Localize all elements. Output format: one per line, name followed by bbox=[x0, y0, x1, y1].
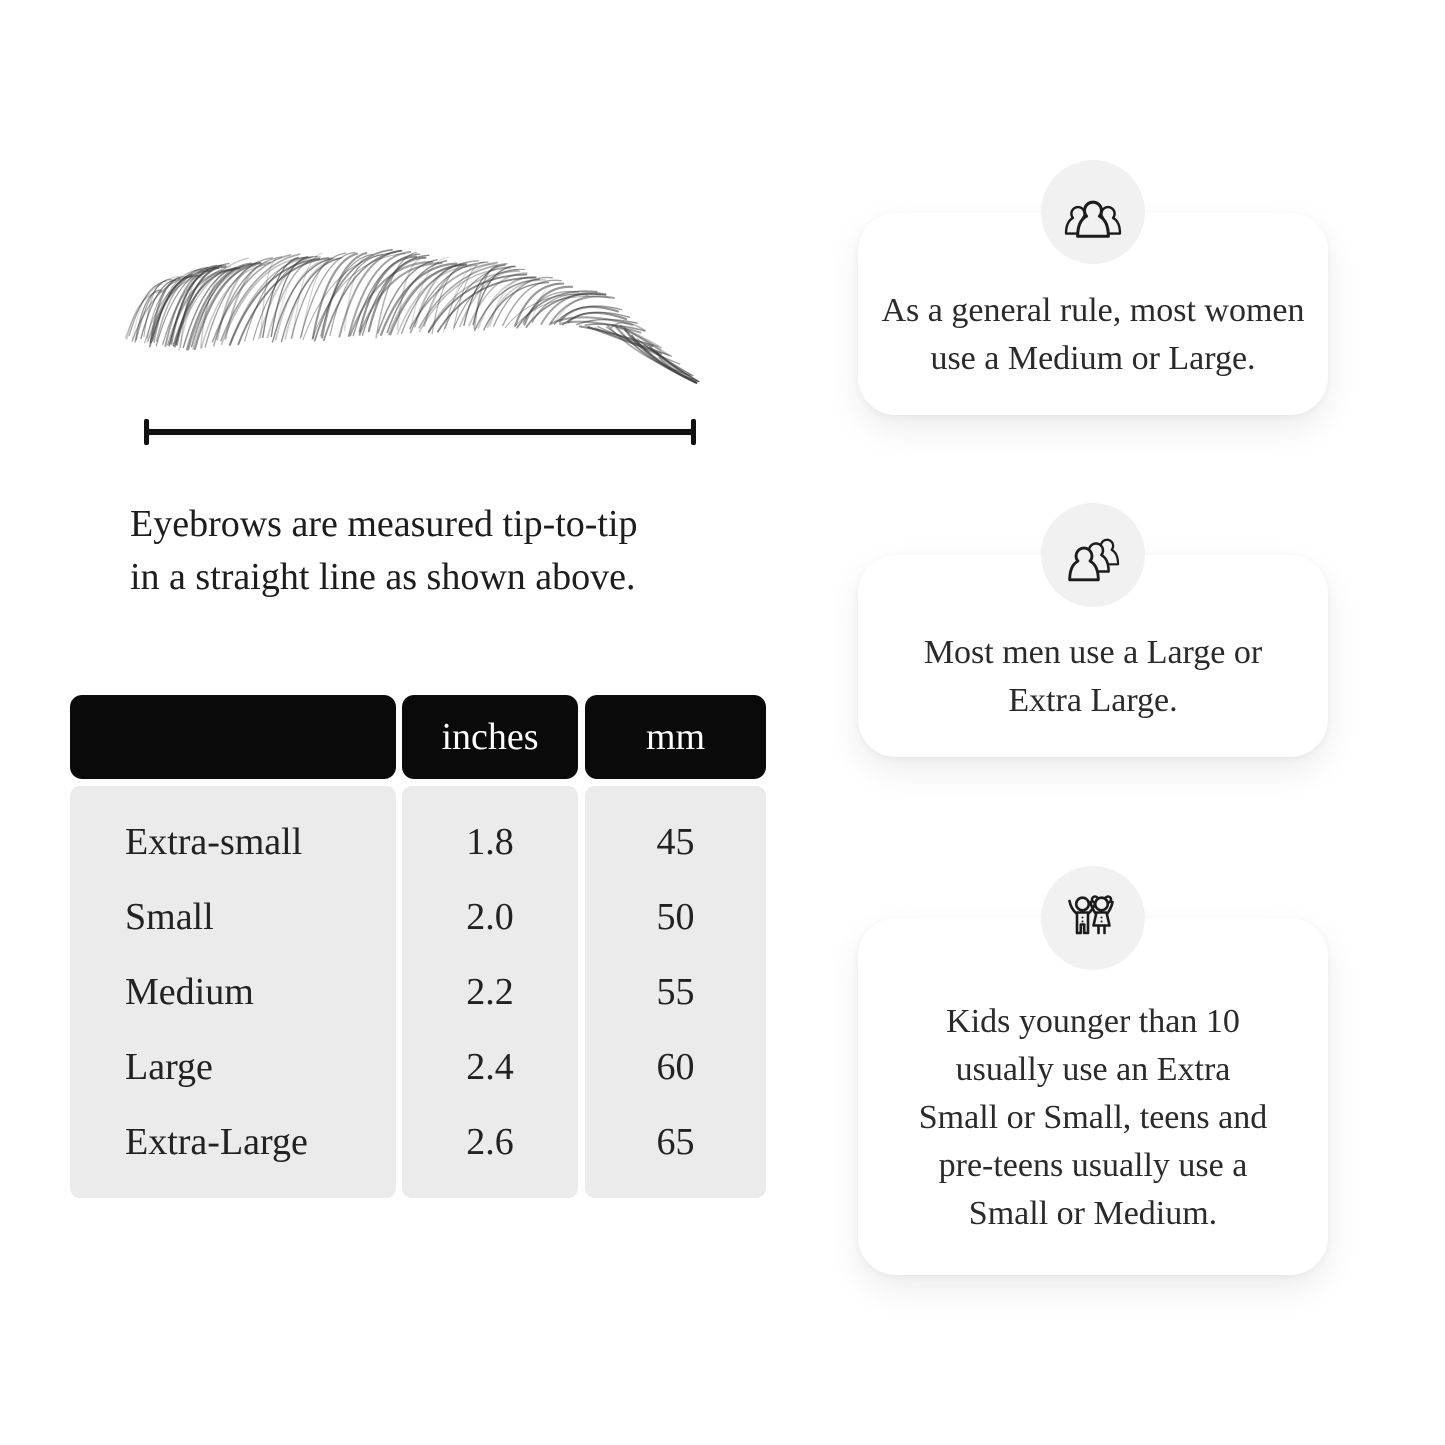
measurement-tick-left bbox=[144, 419, 149, 445]
measurement-tick-right bbox=[691, 419, 696, 445]
mm-value-extra-large: 65 bbox=[656, 1121, 695, 1164]
women-group-icon bbox=[1058, 177, 1128, 247]
size-table-column-inches bbox=[402, 695, 578, 1198]
figure-caption-line-2: in a straight line as shown above. bbox=[130, 556, 636, 598]
measurement-line bbox=[146, 429, 694, 435]
card-kids-line-5: Small or Medium. bbox=[968, 1194, 1218, 1232]
mm-value-extra-small: 45 bbox=[656, 820, 695, 863]
card-kids-icon-badge bbox=[1041, 866, 1145, 970]
card-men-line-1: Most men use a Large or bbox=[923, 634, 1263, 671]
mm-value-large: 60 bbox=[656, 1046, 695, 1089]
size-table-header-inches: inches bbox=[402, 695, 578, 779]
inches-value-medium: 2.2 bbox=[466, 971, 514, 1013]
size-table-body-inches bbox=[402, 786, 578, 1198]
card-kids-line-3: Small or Small, teens and bbox=[918, 1098, 1268, 1136]
size-table-body-mm bbox=[585, 786, 766, 1198]
figure-caption-line-1: Eyebrows are measured tip-to-tip bbox=[130, 503, 638, 545]
size-label-extra-large: Extra-Large bbox=[125, 1121, 308, 1164]
card-women-line-2: use a Medium or Large. bbox=[930, 340, 1256, 377]
mm-value-small: 50 bbox=[656, 895, 695, 938]
card-kids bbox=[858, 918, 1328, 1275]
size-label-small: Small bbox=[125, 895, 214, 938]
inches-value-small: 2.0 bbox=[466, 895, 514, 938]
kids-icon bbox=[1058, 883, 1128, 953]
inches-value-extra-large: 2.6 bbox=[466, 1121, 514, 1164]
size-label-large: Large bbox=[125, 1046, 213, 1089]
size-table-header-blank bbox=[70, 695, 396, 779]
size-label-medium: Medium bbox=[125, 971, 254, 1013]
card-men-icon-badge bbox=[1041, 503, 1145, 607]
card-women-line-1: As a general rule, most women bbox=[881, 292, 1305, 329]
figure-caption bbox=[130, 498, 750, 604]
size-table-header-mm: mm bbox=[585, 695, 766, 779]
size-table-column-mm bbox=[585, 695, 766, 1198]
inches-value-extra-small: 1.8 bbox=[466, 820, 514, 863]
card-kids-line-4: pre-teens usually use a bbox=[938, 1146, 1248, 1184]
card-kids-line-2: usually use an Extra bbox=[955, 1050, 1231, 1088]
card-women-icon-badge bbox=[1041, 160, 1145, 264]
inches-value-large: 2.4 bbox=[466, 1046, 514, 1089]
eyebrow-illustration bbox=[115, 242, 700, 394]
mm-value-medium: 55 bbox=[656, 971, 695, 1013]
size-label-extra-small: Extra-small bbox=[125, 820, 303, 863]
card-kids-line-1: Kids younger than 10 bbox=[946, 1002, 1240, 1040]
card-men-line-2: Extra Large. bbox=[1008, 682, 1178, 719]
size-table-body-sizes bbox=[70, 786, 396, 1198]
size-table-column-sizes bbox=[70, 695, 396, 1198]
men-group-icon bbox=[1058, 520, 1128, 590]
